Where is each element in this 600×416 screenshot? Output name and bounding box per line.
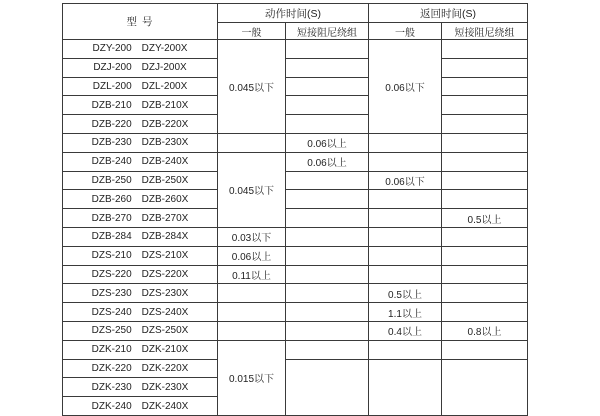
model-pair bbox=[63, 100, 217, 111]
table-header bbox=[63, 4, 528, 40]
value-cell-return_damping bbox=[442, 40, 528, 59]
table-row bbox=[63, 58, 528, 77]
table-row bbox=[63, 284, 528, 303]
value-cell-action_general: 0.045以下 bbox=[218, 40, 286, 134]
value-cell-return_damping bbox=[442, 303, 528, 322]
model-pair bbox=[63, 81, 217, 92]
model-label: DZS-230 bbox=[91, 287, 132, 299]
model-pair bbox=[63, 382, 217, 393]
value-cell-return_general bbox=[369, 340, 442, 359]
table-row bbox=[63, 340, 528, 359]
model-pair bbox=[63, 43, 217, 54]
model-label: DZS-250X bbox=[141, 325, 189, 337]
model-label: DZL-200 bbox=[92, 80, 132, 92]
model-pair bbox=[63, 401, 217, 412]
value-cell-action_damping bbox=[286, 58, 369, 77]
model-cell bbox=[63, 40, 218, 59]
model-pair bbox=[63, 250, 217, 261]
model-label: DZB-260 bbox=[91, 193, 132, 205]
value-cell-action_damping bbox=[286, 190, 369, 209]
model-cell bbox=[63, 58, 218, 77]
table-row bbox=[63, 190, 528, 209]
table-row bbox=[63, 303, 528, 322]
model-label: DZY-200X bbox=[141, 43, 188, 55]
value-cell-return_damping bbox=[442, 77, 528, 96]
model-cell bbox=[63, 303, 218, 322]
model-label: DZB-230 bbox=[91, 137, 132, 149]
header-return-damping: 短接阻尼绕组 bbox=[442, 23, 528, 40]
value-cell-action_damping bbox=[286, 96, 369, 115]
value-cell-action_general: 0.06以上 bbox=[218, 246, 286, 265]
model-cell bbox=[63, 115, 218, 134]
model-cell bbox=[63, 284, 218, 303]
value-cell-action_general bbox=[218, 321, 286, 340]
value-cell-return_general: 0.5以上 bbox=[369, 284, 442, 303]
model-pair bbox=[63, 288, 217, 299]
model-pair bbox=[63, 156, 217, 167]
header-action-damping: 短接阻尼绕组 bbox=[286, 23, 369, 40]
model-label: DZJ-200 bbox=[93, 62, 132, 74]
model-label: DZK-210 bbox=[91, 344, 132, 356]
model-label: DZK-220 bbox=[91, 362, 132, 374]
value-cell-return_general: 0.4以上 bbox=[369, 321, 442, 340]
header-model: 型 号 bbox=[63, 4, 218, 40]
table-row bbox=[63, 171, 528, 190]
model-pair bbox=[63, 231, 217, 242]
model-pair bbox=[63, 363, 217, 374]
value-cell-action_damping bbox=[286, 359, 369, 415]
model-label: DZS-210X bbox=[141, 250, 189, 262]
model-label: DZS-240X bbox=[141, 306, 189, 318]
table-row bbox=[63, 321, 528, 340]
value-cell-action_damping bbox=[286, 171, 369, 190]
value-cell-return_damping bbox=[442, 96, 528, 115]
header-return-time: 返回时间(S) bbox=[369, 4, 528, 23]
model-label: DZJ-200X bbox=[141, 62, 187, 74]
table-row bbox=[63, 115, 528, 134]
model-label: DZB-210X bbox=[141, 99, 189, 111]
value-cell-action_damping bbox=[286, 321, 369, 340]
table-row bbox=[63, 209, 528, 228]
model-cell bbox=[63, 397, 218, 416]
value-cell-return_damping bbox=[442, 115, 528, 134]
table-row bbox=[63, 246, 528, 265]
model-label: DZY-200 bbox=[92, 43, 132, 55]
model-pair bbox=[63, 344, 217, 355]
model-label: DZB-250X bbox=[141, 174, 189, 186]
value-cell-action_damping bbox=[286, 246, 369, 265]
value-cell-action_damping bbox=[286, 284, 369, 303]
value-cell-return_general: 0.06以下 bbox=[369, 171, 442, 190]
model-cell bbox=[63, 265, 218, 284]
model-label: DZS-250 bbox=[91, 325, 132, 337]
table-row bbox=[63, 40, 528, 59]
model-pair bbox=[63, 307, 217, 318]
value-cell-return_general bbox=[369, 209, 442, 228]
model-pair bbox=[63, 269, 217, 280]
value-cell-return_damping bbox=[442, 227, 528, 246]
model-cell bbox=[63, 190, 218, 209]
model-cell bbox=[63, 359, 218, 378]
model-cell bbox=[63, 227, 218, 246]
table-row bbox=[63, 265, 528, 284]
model-label: DZS-240 bbox=[91, 306, 132, 318]
value-cell-action_general: 0.015以下 bbox=[218, 340, 286, 415]
model-cell bbox=[63, 321, 218, 340]
value-cell-return_general bbox=[369, 190, 442, 209]
value-cell-return_damping bbox=[442, 359, 528, 415]
value-cell-return_damping bbox=[442, 265, 528, 284]
table-row bbox=[63, 96, 528, 115]
model-cell bbox=[63, 378, 218, 397]
value-cell-action_damping bbox=[286, 303, 369, 322]
value-cell-return_damping bbox=[442, 133, 528, 152]
value-cell-action_damping bbox=[286, 265, 369, 284]
table-row bbox=[63, 133, 528, 152]
value-cell-return_damping bbox=[442, 58, 528, 77]
value-cell-action_general: 0.11以上 bbox=[218, 265, 286, 284]
value-cell-action_general bbox=[218, 284, 286, 303]
value-cell-action_general bbox=[218, 133, 286, 152]
model-label: DZB-250 bbox=[91, 174, 132, 186]
value-cell-return_general bbox=[369, 265, 442, 284]
model-label: DZS-220X bbox=[141, 268, 189, 280]
model-label: DZB-270 bbox=[91, 212, 132, 224]
value-cell-return_general bbox=[369, 133, 442, 152]
model-label: DZK-210X bbox=[141, 344, 189, 356]
model-cell bbox=[63, 171, 218, 190]
value-cell-action_damping bbox=[286, 40, 369, 59]
table-row bbox=[63, 359, 528, 378]
model-label: DZB-230X bbox=[141, 137, 189, 149]
spec-table bbox=[62, 3, 528, 416]
header-action-time: 动作时间(S) bbox=[218, 4, 369, 23]
model-label: DZK-240X bbox=[141, 400, 189, 412]
model-label: DZB-220 bbox=[91, 118, 132, 130]
model-label: DZK-220X bbox=[141, 362, 189, 374]
model-label: DZK-230 bbox=[91, 381, 132, 393]
model-label: DZB-260X bbox=[141, 193, 189, 205]
table-row bbox=[63, 152, 528, 171]
model-pair bbox=[63, 62, 217, 73]
model-pair bbox=[63, 325, 217, 336]
value-cell-return_damping bbox=[442, 246, 528, 265]
value-cell-return_damping: 0.5以上 bbox=[442, 209, 528, 228]
model-pair bbox=[63, 137, 217, 148]
model-pair bbox=[63, 119, 217, 130]
value-cell-return_damping: 0.8以上 bbox=[442, 321, 528, 340]
value-cell-return_damping bbox=[442, 152, 528, 171]
model-label: DZB-284 bbox=[91, 231, 132, 243]
value-cell-action_damping: 0.06以上 bbox=[286, 133, 369, 152]
model-pair bbox=[63, 213, 217, 224]
model-cell bbox=[63, 340, 218, 359]
value-cell-action_damping bbox=[286, 340, 369, 359]
model-label: DZS-210 bbox=[91, 250, 132, 262]
model-cell bbox=[63, 77, 218, 96]
table-row bbox=[63, 227, 528, 246]
model-label: DZB-220X bbox=[141, 118, 189, 130]
model-label: DZK-240 bbox=[91, 400, 132, 412]
model-label: DZK-230X bbox=[141, 381, 189, 393]
value-cell-return_damping bbox=[442, 190, 528, 209]
value-cell-action_damping bbox=[286, 227, 369, 246]
value-cell-action_damping: 0.06以上 bbox=[286, 152, 369, 171]
value-cell-return_damping bbox=[442, 340, 528, 359]
model-pair bbox=[63, 194, 217, 205]
value-cell-return_general bbox=[369, 359, 442, 415]
header-action-general: 一般 bbox=[218, 23, 286, 40]
model-label: DZB-270X bbox=[141, 212, 189, 224]
value-cell-return_damping bbox=[442, 284, 528, 303]
table-body bbox=[63, 40, 528, 416]
value-cell-action_general bbox=[218, 303, 286, 322]
model-pair bbox=[63, 175, 217, 186]
model-label: DZB-284X bbox=[141, 231, 189, 243]
value-cell-return_general: 1.1以上 bbox=[369, 303, 442, 322]
model-cell bbox=[63, 209, 218, 228]
model-label: DZB-240X bbox=[141, 156, 189, 168]
value-cell-action_damping bbox=[286, 209, 369, 228]
value-cell-return_general bbox=[369, 152, 442, 171]
value-cell-return_damping bbox=[442, 171, 528, 190]
value-cell-return_general: 0.06以下 bbox=[369, 40, 442, 134]
model-cell bbox=[63, 152, 218, 171]
value-cell-action_general: 0.03以下 bbox=[218, 227, 286, 246]
value-cell-return_general bbox=[369, 246, 442, 265]
model-label: DZL-200X bbox=[141, 80, 188, 92]
model-label: DZB-240 bbox=[91, 156, 132, 168]
model-label: DZS-220 bbox=[91, 268, 132, 280]
value-cell-action_general: 0.045以下 bbox=[218, 152, 286, 227]
model-cell bbox=[63, 133, 218, 152]
model-label: DZB-210 bbox=[91, 99, 132, 111]
header-return-general: 一般 bbox=[369, 23, 442, 40]
model-cell bbox=[63, 96, 218, 115]
value-cell-action_damping bbox=[286, 77, 369, 96]
value-cell-return_general bbox=[369, 227, 442, 246]
table-row bbox=[63, 77, 528, 96]
model-label: DZS-230X bbox=[141, 287, 189, 299]
value-cell-action_damping bbox=[286, 115, 369, 134]
model-cell bbox=[63, 246, 218, 265]
